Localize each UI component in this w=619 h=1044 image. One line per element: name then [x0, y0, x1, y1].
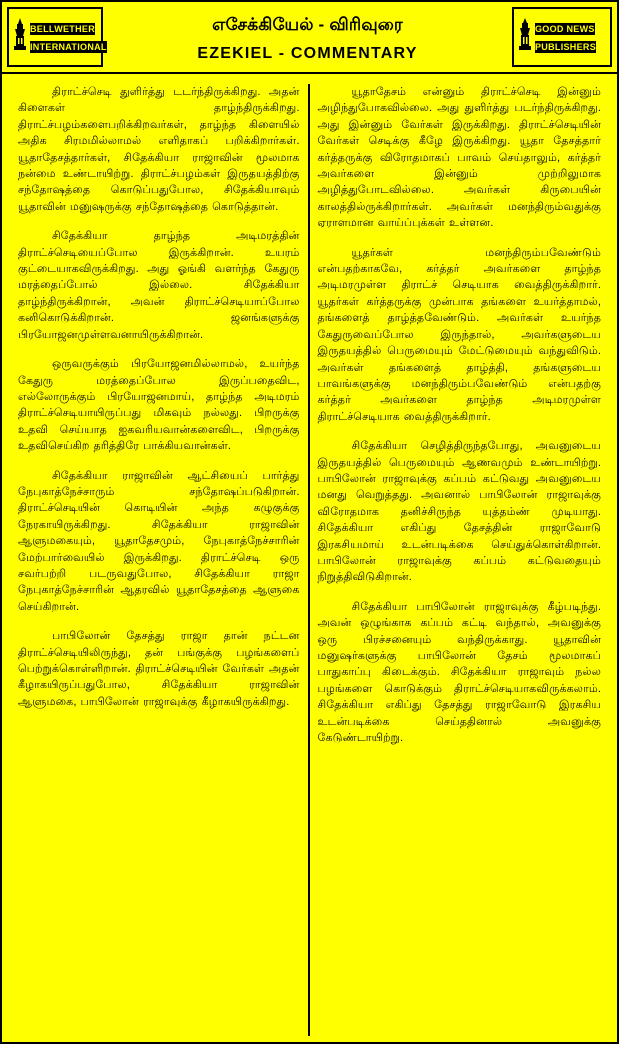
paragraph: சிதேக்கியா செழித்திருந்தபோது, அவனுடைய இருதயத்தில் பெருமையும் ஆணவமும் உண்டாயிற்று. பாபிலோன் ராஜாவுக்கு கப்பம் கட்டுவது அவனுடைய மனது வெறுத்தது. அவனால் பாபிலோன் ராஜாவுக்கு விரோதமாக தனிச்சிருந்த யுத்தம்ண் முடியாது. சிதேக்கியா எகிப்து தேசத்தின் ராஜாவோடு இரகசியமாய் உடன்படிக்கை செய்துக்கொள்கிறான். பாபிலோன் ராஜாவுக்கு கப்பம் கட்டுவதையும் நிறுத்திவிடுகிறான். — [317, 440, 601, 584]
bellwether-international-logo — [7, 7, 107, 67]
bellwether-logo-texts — [30, 19, 107, 55]
bellwether-logo-inner — [9, 18, 107, 57]
lighthouse-icon — [517, 18, 533, 57]
paragraph: சிதேக்கியா தாழ்ந்த அடிமரத்தின் திராட்ச்செடியைப்போல இருக்கிறான். உயரம் குட்டையாகவிருக்கிறது. அது ஓங்கி வளர்ந்த கேதுரு மரத்தைப்போல் இல்லை. சிதேக்கியா தாழ்ந்திருக்கிறான், அவன் திராட்ச்செடியாப்போல கனிகொடுக்கிறான். ஜனங்களுக்கு பிரயோஜனமுள்ளவனாயிருக்கிறான். — [18, 230, 300, 341]
bellwether-logo-line1: BELLWETHER — [30, 24, 95, 34]
good-news-logo-texts — [535, 19, 607, 55]
paragraph: யூதாதேசம் என்னும் திராட்ச்செடி இன்னும் அழிந்துபோகவில்லை. அது துளிர்த்து படர்ந்திருக்கிறது. அது இன்னும் வேர்கள் இருக்கிறது. திராட்ச்செடியின் வேர்கள் செடிக்கு கீழே இருக்கிறது. யூதா தேசத்தார் கர்த்தருக்கு விரோதமாகப் பாவம் செய்தாலும், கர்த்தர் அவர்களை இன்னும் முற்றிலுமாக அழித்துபோடவில்லை. அவர்கள் கிருபையின் காலத்தில்ருக்கிறார்கள். அவர்கள் மனந்திரும்வதுக்கு ஏராளமான வாய்ப்புக்கள் உள்ளன. — [317, 86, 601, 230]
paragraph: ஒருவருக்கும் பிரயோஜனமில்லாமல், உயர்ந்த கேதுரு மரத்தைப்போல இருப்பதைவிட, எல்லோருக்கும் பிரயோஜனமாய், தாழ்ந்த அடிமரம் திராட்ச்செடியாயிருப்பது மிகவும் நல்லது. பிறருக்கு உதவி செய்யாத ஐகவரியவான்களைவிட, பிறருக்கு உதவிசெய்கிற தரித்திரே பாக்கியவான்கள். — [18, 358, 300, 453]
good-news-logo-inner — [514, 18, 610, 57]
good-news-publishers-logo — [512, 7, 612, 67]
paragraph: பாபிலோன் தேசத்து ராஜா தான் நட்டன திராட்ச்செடியிலிருந்து, தன் பங்குக்கு பழங்களைப் பெற்றுக்கொள்ளிறான். திராட்ச்செடியின் வேர்கள் அதன் கீழாகயிருப்பதுபோல, சிதேக்கியா ராஜாவின் ஆளுமகை, பாபிலோன் ராஜாவுக்கு கீழாகயிருக்கிறது. — [18, 630, 300, 708]
page-title-english: EZEKIEL - COMMENTARY — [197, 45, 418, 62]
paragraph: சிதேக்கியா ராஜாவின் ஆட்சியைப் பார்த்து நேபுகாத்நேச்சாரும் சந்தோஷப்படுகிறான். திராட்ச்செடியின் கொடியின் அந்த கழுகுக்கு நேரகாயிருக்கிறது. சிதேக்கியா ராஜாவின் ஆளுமகையும், யூதாதேசமும், நேபுகாத்நேச்சாரின் மேற்பார்வையில் இருக்கிறது. திராட்ச்செடி ஒரு சவர்பற்றி படருவதுபோல, சிதேக்கியா ராஜா நேபுகாத்நேச்சாரின் ஆதரவில் யூதாதேசத்தை ஆளுகை செய்கிறான். — [18, 469, 300, 613]
bellwether-logo-line2: INTERNATIONAL — [30, 42, 107, 52]
page-content — [2, 74, 617, 1042]
left-column — [10, 84, 310, 1036]
good-news-logo-line2: PUBLISHERS — [535, 42, 597, 52]
paragraph: திராட்ச்செடி துளிர்த்து டடர்ந்திருக்கிறது. அதன் கிளைகள் தாழ்ந்திருக்கிறது. திராட்ச்பழம்களைபறிக்கிறவர்கள், தாழ்ந்த கிளையில் அதிக சிரமமில்லாமல் எளிதாகப் பறிக்கிறார்கள். யூதாதேசத்தார்கள், சிதேக்கியா ராஜாவின் மூலமாக நன்மை உண்டாயிற்று. திராட்ச்பழம்கள் இருதயத்திற்கு சந்தோஷத்தை கொடுப்பதுபோல, சிதேக்கியாவும் யூதாவின் மனுஷருக்கு சந்தோஷத்தை கொடுத்தான். — [18, 86, 300, 213]
page-header — [2, 2, 617, 74]
page-title-tamil: எசேக்கியேல் - விரிவுரை — [212, 15, 403, 34]
right-column — [310, 84, 610, 1036]
tower-icon — [12, 18, 28, 57]
good-news-logo-line1: GOOD NEWS — [535, 24, 595, 34]
paragraph: சிதேக்கியா பாபிலோன் ராஜாவுக்கு கீழ்படிந்து. அவன் ஒழுங்காக கப்பம் கட்டி வந்தால், அவனுக்கு ஒரு பிரச்சனையும் வந்திருக்காது. யூதாவின் மனுஷர்களுக்கு பாபிலோன் தேசம் மூலமாகப் பாதுகாப்பு கிடைக்கும். சிதேக்கியா ராஜாவும் நல்ல பழங்களை கொடுக்கும் திராட்ச்செடியாகவிருக்கலாம். சிதேக்கியா எகிப்து தேசத்து ராஜாவோடு இரகசிய உடன்படிக்கை செய்ததினால் அவனுக்கு கேடுண்டாயிற்று. — [317, 600, 601, 745]
page-title-block — [108, 2, 507, 72]
paragraph: யூதர்கள் மனந்திரும்பவேண்டும் என்பதற்காகவே, கர்த்தர் அவர்களை தாழ்ந்த அடிமரமுள்ள திராட்ச் செடியாக வைத்திருக்கிறார். யூதர்கள் கர்த்தருக்கு முன்பாக தங்களை உயர்த்தாமல், தங்களைத் தாழ்த்தவேண்டும். அவர்கள் உயர்ந்த கேதுருவைப்போல இருந்தால், அவர்களுடைய இருதயத்தில் பெருமையும் மேட்டுமையும் வந்துவிடும். அவர்கள் தங்களைத் தாழ்த்தி, தங்களுடைய பாவங்களுக்கு மனந்திரும்பவேண்டும் என்பதற்கு கர்த்தர் அவர்களை தாழ்ந்த அடிமரமுள்ள திராட்ச்செடியாக வைத்திருக்கிறார். — [317, 246, 601, 423]
